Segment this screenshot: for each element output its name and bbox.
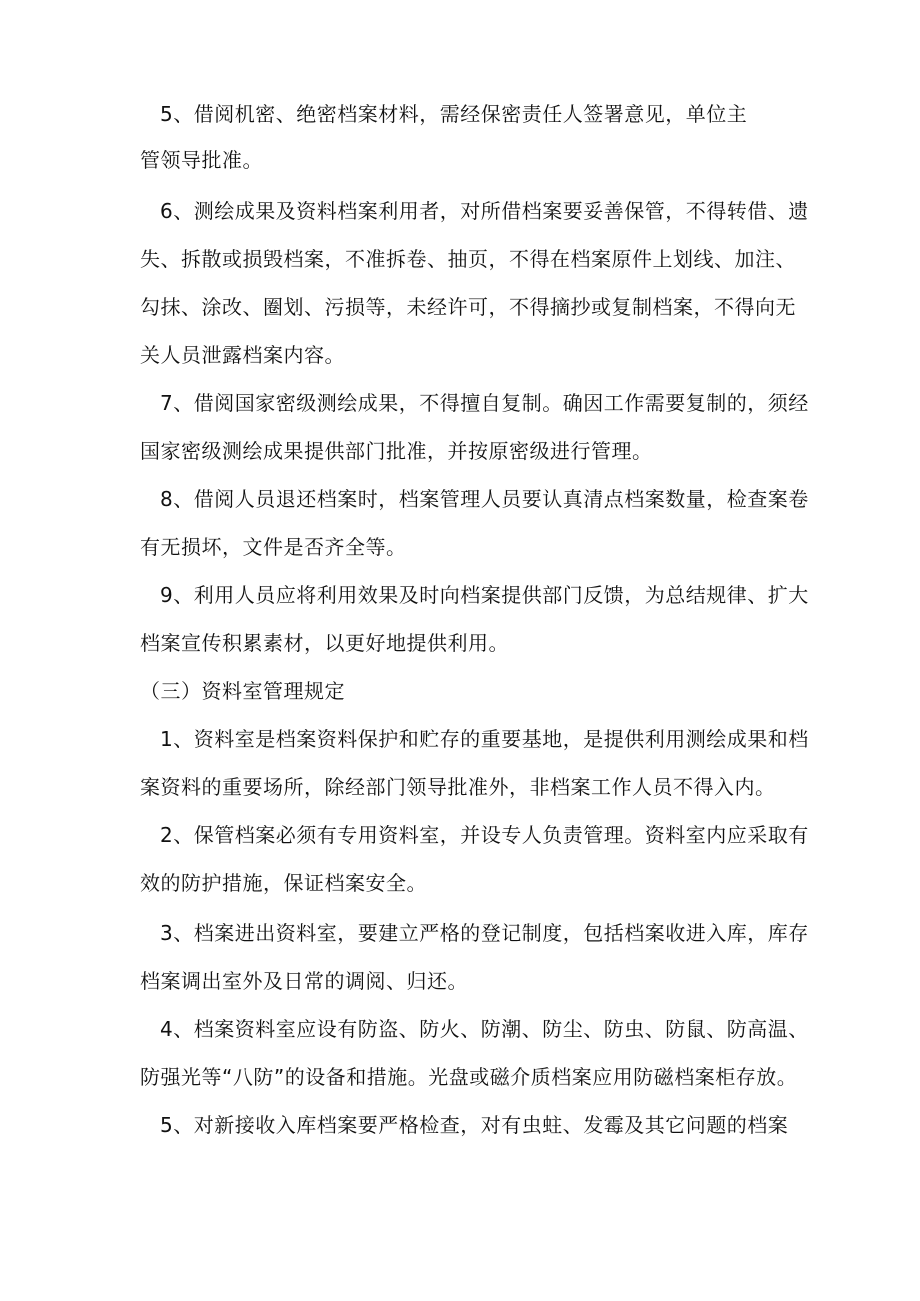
paragraph-line: 国家密级测绘成果提供部门批准，并按原密级进行管理。	[140, 439, 653, 463]
paragraph-line: 8、借阅人员退还档案时，档案管理人员要认真清点档案数量，检查案卷	[160, 487, 809, 511]
paragraph-line: 失、拆散或损毁档案，不准拆卷、抽页，不得在档案原件上划线、加注、	[140, 247, 796, 271]
paragraph-line: 案资料的重要场所，除经部门领导批准外，非档案工作人员不得入内。	[140, 775, 776, 799]
paragraph-line: 4、档案资料室应设有防盗、防火、防潮、防尘、防虫、防鼠、防高温、	[160, 1017, 809, 1041]
paragraph-line: 6、测绘成果及资料档案利用者，对所借档案要妥善保管，不得转借、遗	[160, 199, 809, 223]
paragraph-line: 7、借阅国家密级测绘成果，不得擅自复制。确因工作需要复制的，须经	[160, 391, 809, 415]
paragraph-line: 5、对新接收入库档案要严格检查，对有虫蛀、发霉及其它问题的档案	[160, 1113, 789, 1137]
paragraph-line: 有无损坏，文件是否齐全等。	[140, 535, 407, 559]
paragraph-line: 勾抹、涂改、圈划、污损等，未经许可，不得摘抄或复制档案，不得向无	[140, 295, 796, 319]
paragraph-line: 档案宣传积累素材，以更好地提供利用。	[140, 631, 509, 655]
paragraph-line: 效的防护措施，保证档案安全。	[140, 871, 427, 895]
paragraph-line: 2、保管档案必须有专用资料室，并设专人负责管理。资料室内应采取有	[160, 823, 809, 847]
paragraph-line: 关人员泄露档案内容。	[140, 343, 345, 367]
paragraph-line: 防强光等“八防”的设备和措施。光盘或磁介质档案应用防磁档案柜存放。	[140, 1065, 798, 1089]
paragraph-line: 3、档案进出资料室，要建立严格的登记制度，包括档案收进入库，库存	[160, 921, 809, 945]
paragraph-line: 9、利用人员应将利用效果及时向档案提供部门反馈，为总结规律、扩大	[160, 583, 809, 607]
paragraph-line: 管领导批准。	[140, 148, 263, 172]
paragraph-line: 档案调出室外及日常的调阅、归还。	[140, 969, 468, 993]
paragraph-line: 1、资料室是档案资料保护和贮存的重要基地，是提供利用测绘成果和档	[160, 727, 809, 751]
section-heading: （三）资料室管理规定	[140, 679, 345, 703]
paragraph-line: 5、借阅机密、绝密档案材料，需经保密责任人签署意见，单位主	[160, 102, 748, 126]
